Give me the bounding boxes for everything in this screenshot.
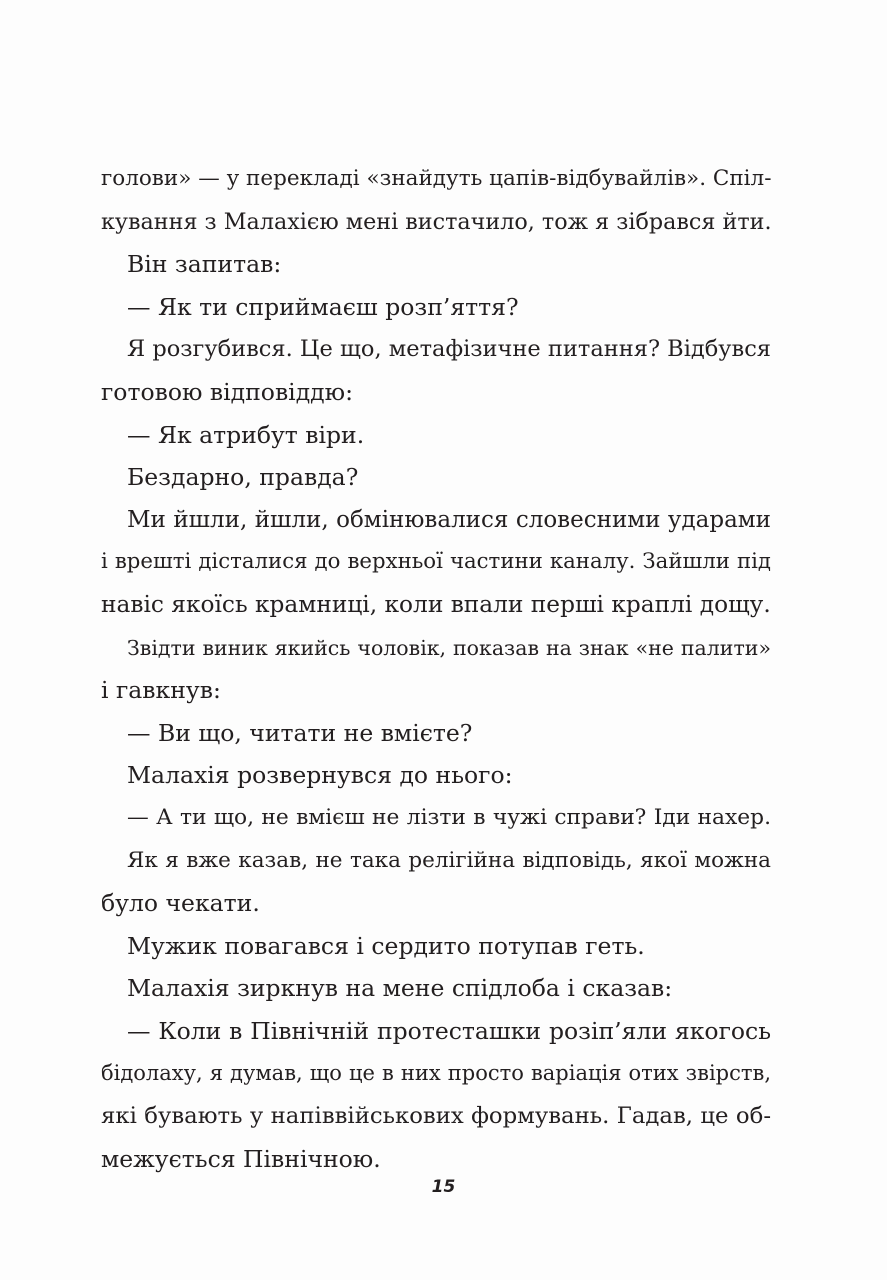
- text-line: — Ви що, читати не вмієте?: [127, 718, 473, 747]
- text-line: які бувають у напіввійськових формувань. Гадав, це об-: [101, 1103, 771, 1130]
- page-number: 15: [431, 1177, 456, 1197]
- text-line: — Коли в Північній протесташки розіп’яли якогось: [127, 1016, 771, 1045]
- body-text: [101, 158, 771, 1180]
- text-line: Ми йшли, йшли, обмінювалися словесними ударами: [127, 506, 771, 533]
- text-line: межується Північною.: [101, 1144, 381, 1173]
- text-line: Мужик повагався і сердито потупав геть.: [127, 931, 645, 960]
- text-line: голови» — у перекладі «знайдуть цапів-відбувайлів». Спіл-: [101, 166, 772, 191]
- text-line: і врешті дісталися до верхньої частини каналу. Зайшли під: [101, 549, 771, 575]
- text-line: бідолаху, я думав, що це в них просто варіація отих звірств,: [101, 1061, 771, 1086]
- text-line: Як я вже казав, не така релігійна відповідь, якої можна: [127, 847, 771, 873]
- text-line: кування з Малахією мені вистачило, тож я зібрався йти.: [101, 208, 772, 235]
- text-line: Малахія розвернувся до нього:: [127, 761, 513, 790]
- text-line: — А ти що, не вмієш не лізти в чужі справи? Іди нахер.: [127, 804, 771, 830]
- text-line: Я розгубився. Це що, метафізичне питання? Відбувся: [127, 336, 771, 363]
- text-line: було чекати.: [101, 889, 260, 918]
- text-line: готовою відповіддю:: [101, 377, 354, 406]
- text-line: Він запитав:: [127, 250, 282, 279]
- text-line: і гавкнув:: [101, 676, 221, 705]
- text-line: навіс якоїсь крамниці, коли впали перші краплі дощу.: [101, 590, 771, 618]
- text-line: — Як атрибут віри.: [127, 420, 365, 449]
- text-line: Звідти виник якийсь чоловік, показав на знак «не палити»: [127, 635, 771, 660]
- text-line: Бездарно, правда?: [127, 463, 359, 492]
- text-line: Малахія зиркнув на мене спідлоба і сказав:: [127, 974, 673, 1003]
- text-line: — Як ти сприймаєш розп’яття?: [127, 292, 519, 321]
